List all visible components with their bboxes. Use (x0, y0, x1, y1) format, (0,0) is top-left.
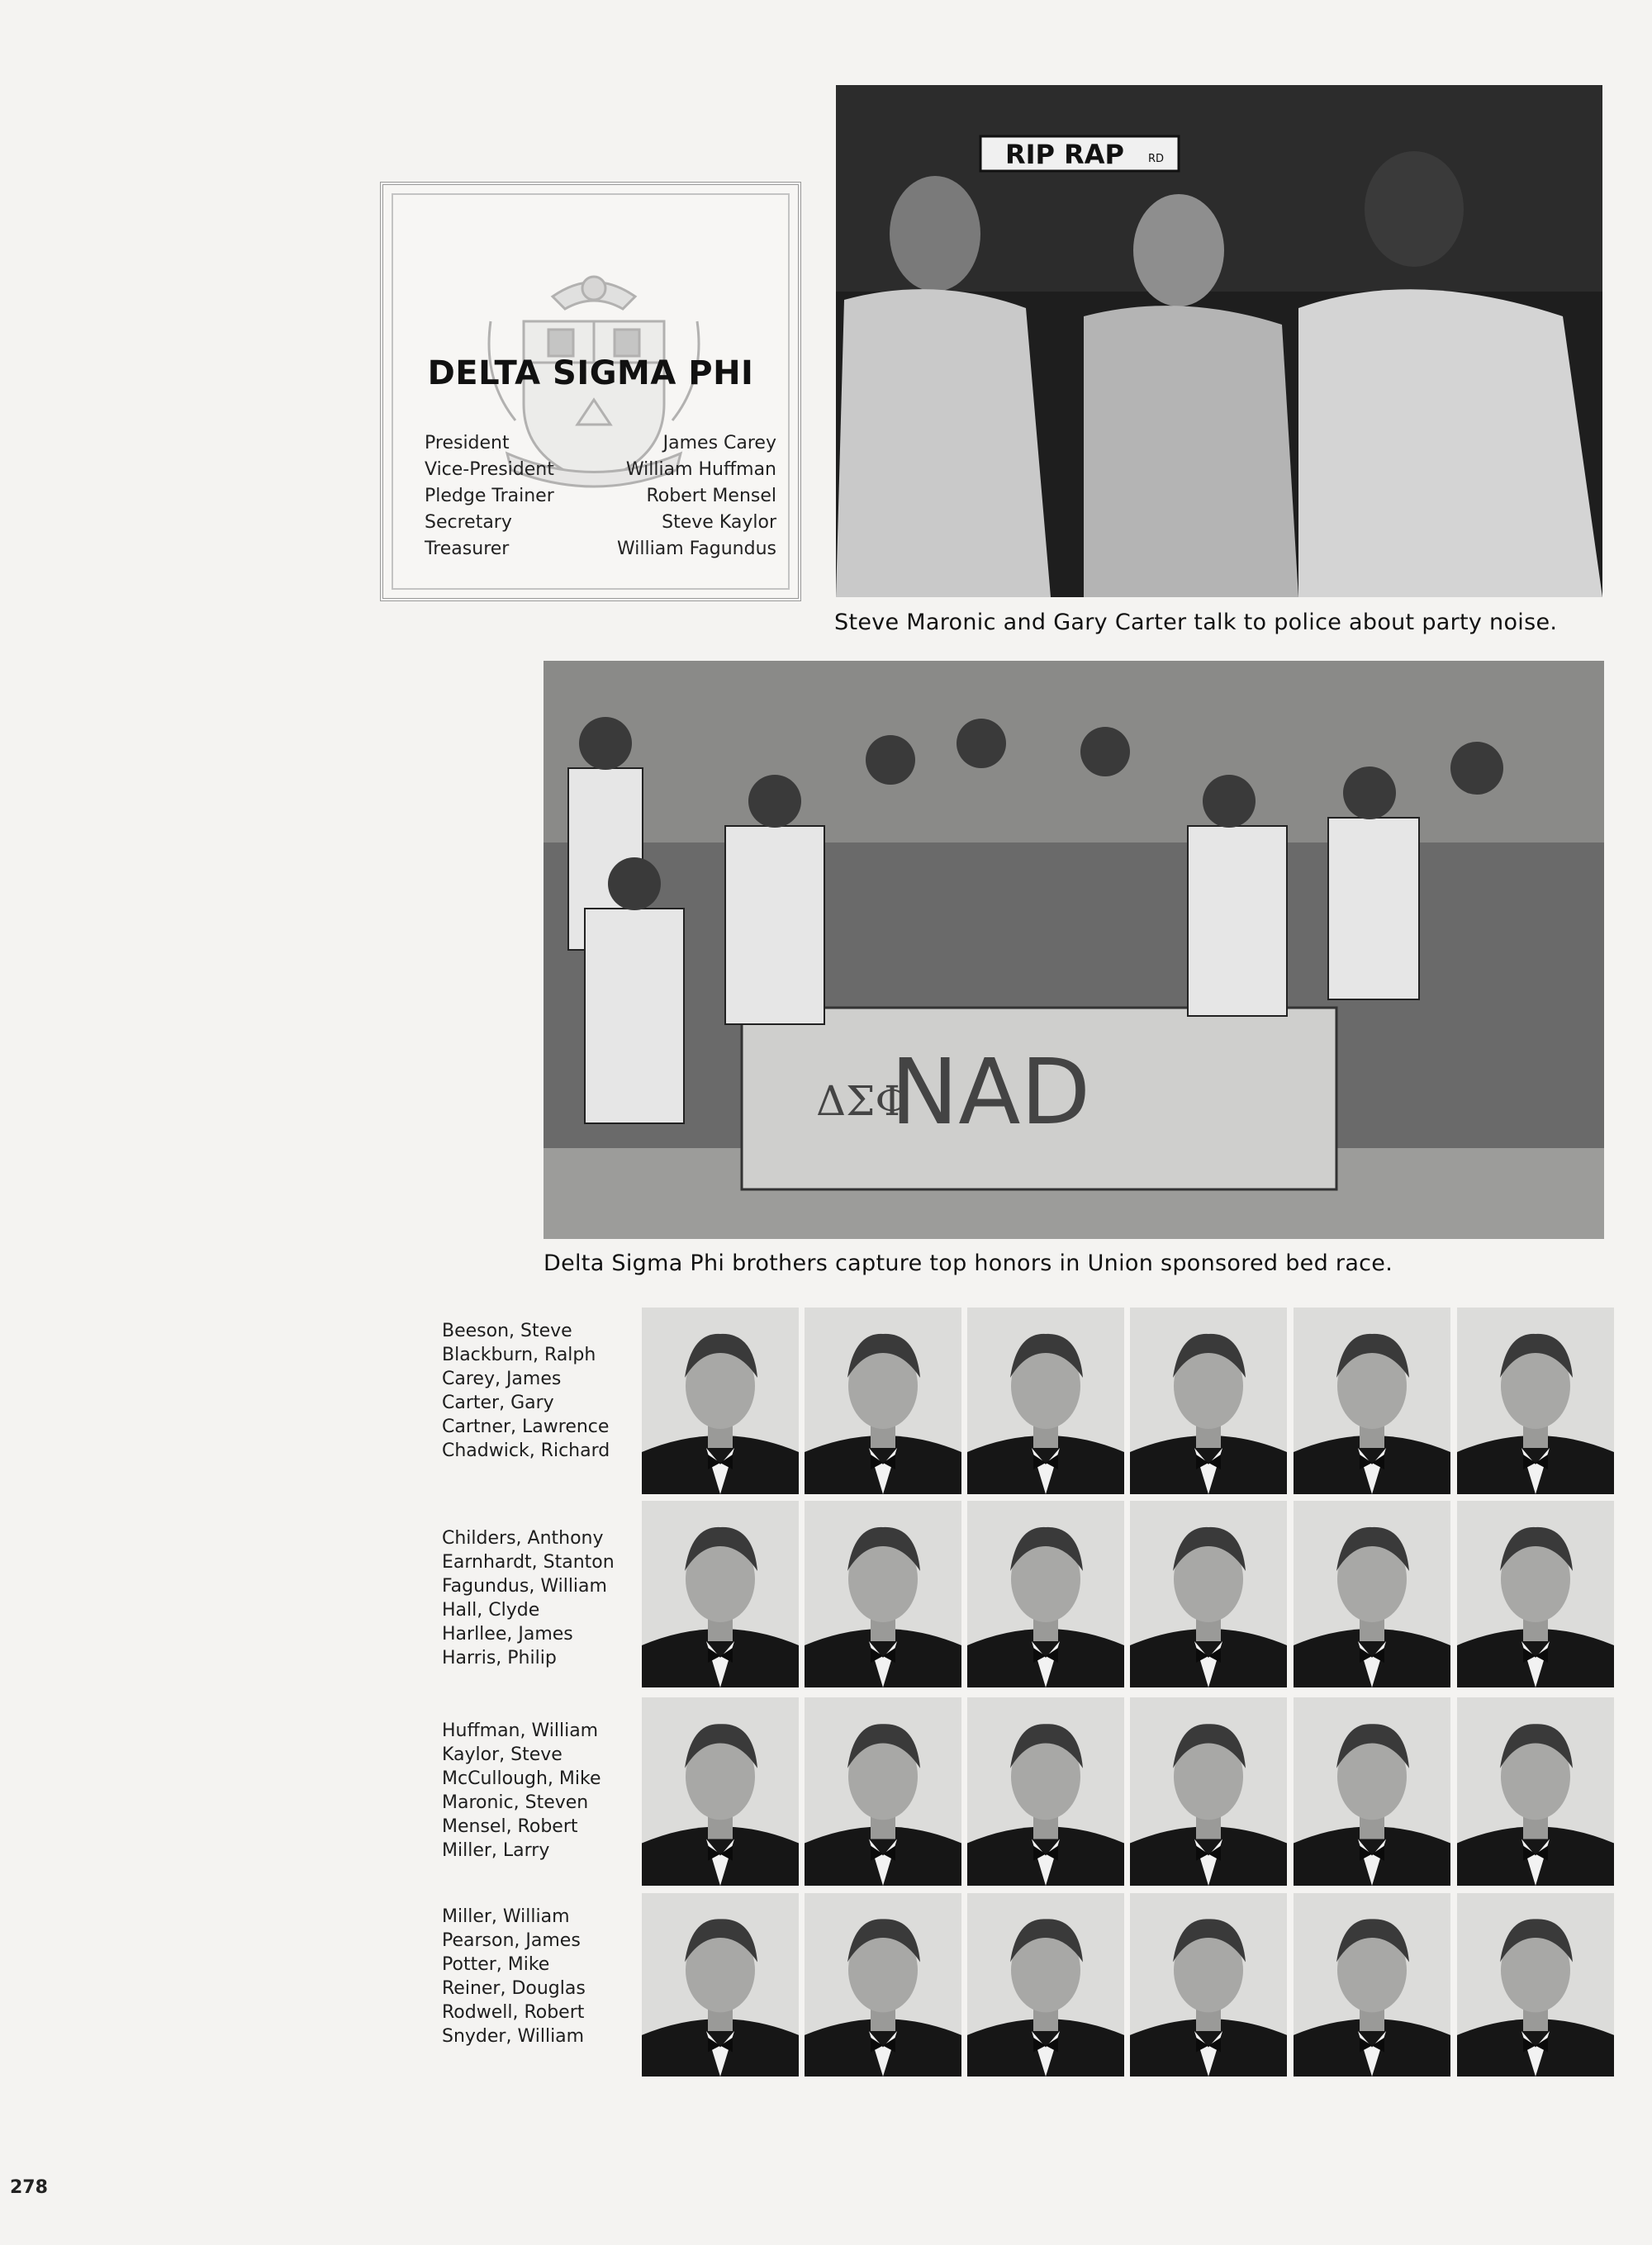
portrait-photo (967, 1308, 1124, 1494)
portrait-photo (805, 1893, 961, 2077)
officer-row (425, 539, 776, 565)
portrait-photo (1457, 1697, 1614, 1886)
officer-role: Treasurer (425, 539, 510, 559)
portrait-photo (805, 1308, 961, 1494)
roster-name: Childers, Anthony (442, 1528, 604, 1549)
officer-role: Pledge Trainer (425, 486, 554, 506)
portrait-photo (805, 1697, 961, 1886)
portrait-photo (967, 1893, 1124, 2077)
page-number: 278 (10, 2177, 48, 2198)
portrait-photo (967, 1697, 1124, 1886)
bed-race-photo (544, 661, 1604, 1239)
officer-name: William Huffman (625, 459, 776, 480)
police-photo-caption: Steve Maronic and Gary Carter talk to police about party noise. (834, 610, 1558, 635)
bed-race-photo-caption: Delta Sigma Phi brothers capture top honors in Union sponsored bed race. (544, 1251, 1393, 1276)
roster-name-list (442, 1719, 601, 1863)
officer-row (425, 459, 776, 486)
portrait-photo (1294, 1893, 1450, 2077)
portrait-photo (967, 1501, 1124, 1687)
bed-greek-letters: ΔΣΦ (816, 1077, 909, 1125)
roster-name-list (442, 1319, 610, 1463)
street-sign-text: RIP RAP (1005, 139, 1124, 170)
roster-name: Snyder, William (442, 2026, 585, 2047)
roster-name: Carey, James (442, 1369, 562, 1389)
roster-name: Earnhardt, Stanton (442, 1552, 615, 1573)
portrait-photo (1130, 1308, 1287, 1494)
roster-name: Rodwell, Robert (442, 2002, 585, 2023)
roster-name: Harllee, James (442, 1624, 573, 1645)
portrait-photo (1130, 1697, 1287, 1886)
roster-name: Hall, Clyde (442, 1600, 540, 1621)
portrait-photo (1294, 1501, 1450, 1687)
portrait-photo (642, 1893, 799, 2077)
portrait-photo (1457, 1308, 1614, 1494)
roster-name: Beeson, Steve (442, 1321, 572, 1341)
portrait-photo (1294, 1308, 1450, 1494)
roster-name: Miller, William (442, 1906, 570, 1927)
portrait-photo (1130, 1893, 1287, 2077)
roster-name: Maronic, Steven (442, 1792, 589, 1813)
roster-name: Kaylor, Steve (442, 1744, 563, 1765)
roster-name: Potter, Mike (442, 1954, 550, 1975)
roster-name: Pearson, James (442, 1930, 581, 1951)
portrait-photo (642, 1697, 799, 1886)
roster-name: Huffman, William (442, 1721, 599, 1741)
officer-row (425, 486, 776, 512)
roster-name: Cartner, Lawrence (442, 1417, 610, 1437)
officer-box (380, 182, 801, 601)
officer-role: Vice-President (425, 459, 554, 480)
roster-name: Blackburn, Ralph (442, 1345, 596, 1365)
roster-name-list (442, 1526, 615, 1670)
roster-name-list (442, 1905, 586, 2048)
chapter-title: DELTA SIGMA PHI (427, 354, 754, 392)
roster-name: McCullough, Mike (442, 1768, 601, 1789)
officer-role: Secretary (425, 512, 512, 533)
officer-name: Robert Mensel (646, 486, 776, 506)
roster-name: Harris, Philip (442, 1648, 557, 1668)
police-photo (836, 85, 1602, 597)
portrait-photo (1457, 1501, 1614, 1687)
officer-role: President (425, 433, 510, 453)
portrait-photo (1294, 1697, 1450, 1886)
bed-banner-text: NAD (890, 1039, 1091, 1145)
portrait-photo (1457, 1893, 1614, 2077)
officer-name: James Carey (662, 433, 776, 453)
roster-name: Fagundus, William (442, 1576, 607, 1597)
roster-name: Reiner, Douglas (442, 1978, 586, 1999)
officer-row (425, 433, 776, 459)
officer-name: Steve Kaylor (662, 512, 776, 533)
street-sign-suffix: RD (1148, 153, 1165, 165)
roster-name: Carter, Gary (442, 1393, 554, 1413)
portrait-photo (642, 1308, 799, 1494)
roster-name: Mensel, Robert (442, 1816, 578, 1837)
roster-name: Chadwick, Richard (442, 1441, 610, 1461)
portrait-photo (1130, 1501, 1287, 1687)
roster-name: Miller, Larry (442, 1840, 550, 1861)
portrait-photo (642, 1501, 799, 1687)
portrait-photo (805, 1501, 961, 1687)
officer-name: William Fagundus (617, 539, 776, 559)
officer-row (425, 512, 776, 539)
